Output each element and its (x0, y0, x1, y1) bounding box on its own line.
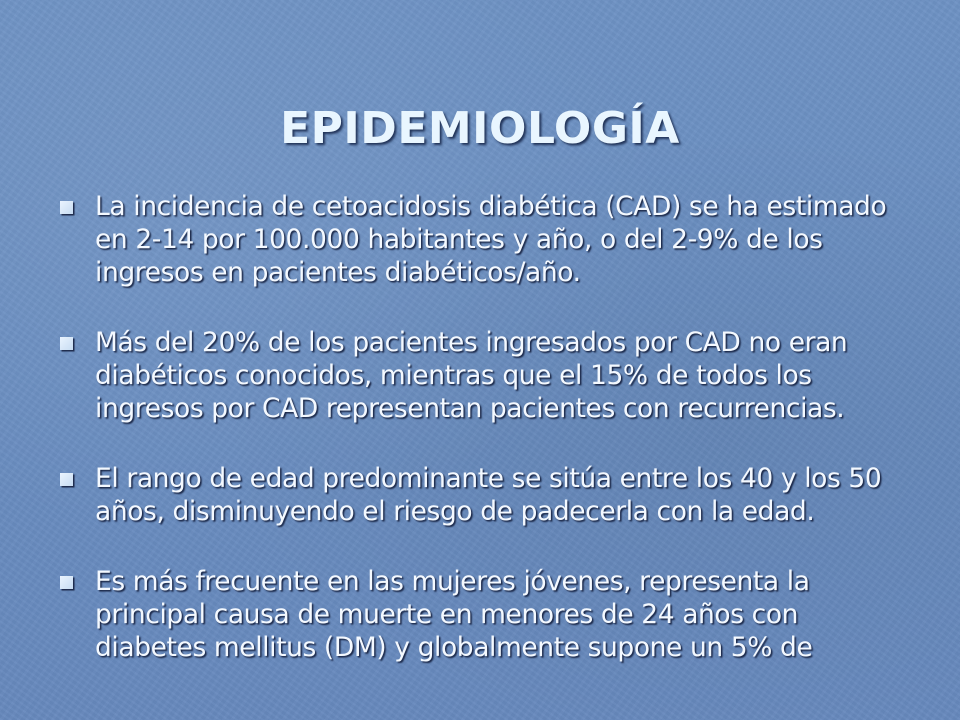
slide-title: EPIDEMIOLOGÍA (280, 103, 680, 154)
bullet-item (58, 565, 908, 664)
square-bullet-icon (60, 201, 73, 214)
bullet-list (58, 190, 908, 701)
bullet-item (58, 190, 908, 289)
bullet-text: El rango de edad predominante se sitúa entre los 40 y los 50 años, disminuyendo el riesgo de padecerla con la edad. (95, 463, 882, 527)
bullet-item (58, 326, 908, 425)
bullet-text: La incidencia de cetoacidosis diabética (CAD) se ha estimado en 2-14 por 100.000 habitantes y año, o del 2-9% de los ingresos en pacientes diabéticos/año. (95, 191, 887, 288)
bullet-text: Es más frecuente en las mujeres jóvenes, representa la principal causa de muerte en menores de 24 años con diabetes mellitus (DM) y globalmente supone un 5% de (95, 566, 813, 663)
square-bullet-icon (60, 337, 73, 350)
square-bullet-icon (60, 576, 73, 589)
square-bullet-icon (60, 473, 73, 486)
bullet-text: Más del 20% de los pacientes ingresados por CAD no eran diabéticos conocidos, mientras que el 15% de todos los ingresos por CAD representan pacientes con recurrencias. (95, 327, 848, 424)
bullet-item (58, 462, 908, 528)
